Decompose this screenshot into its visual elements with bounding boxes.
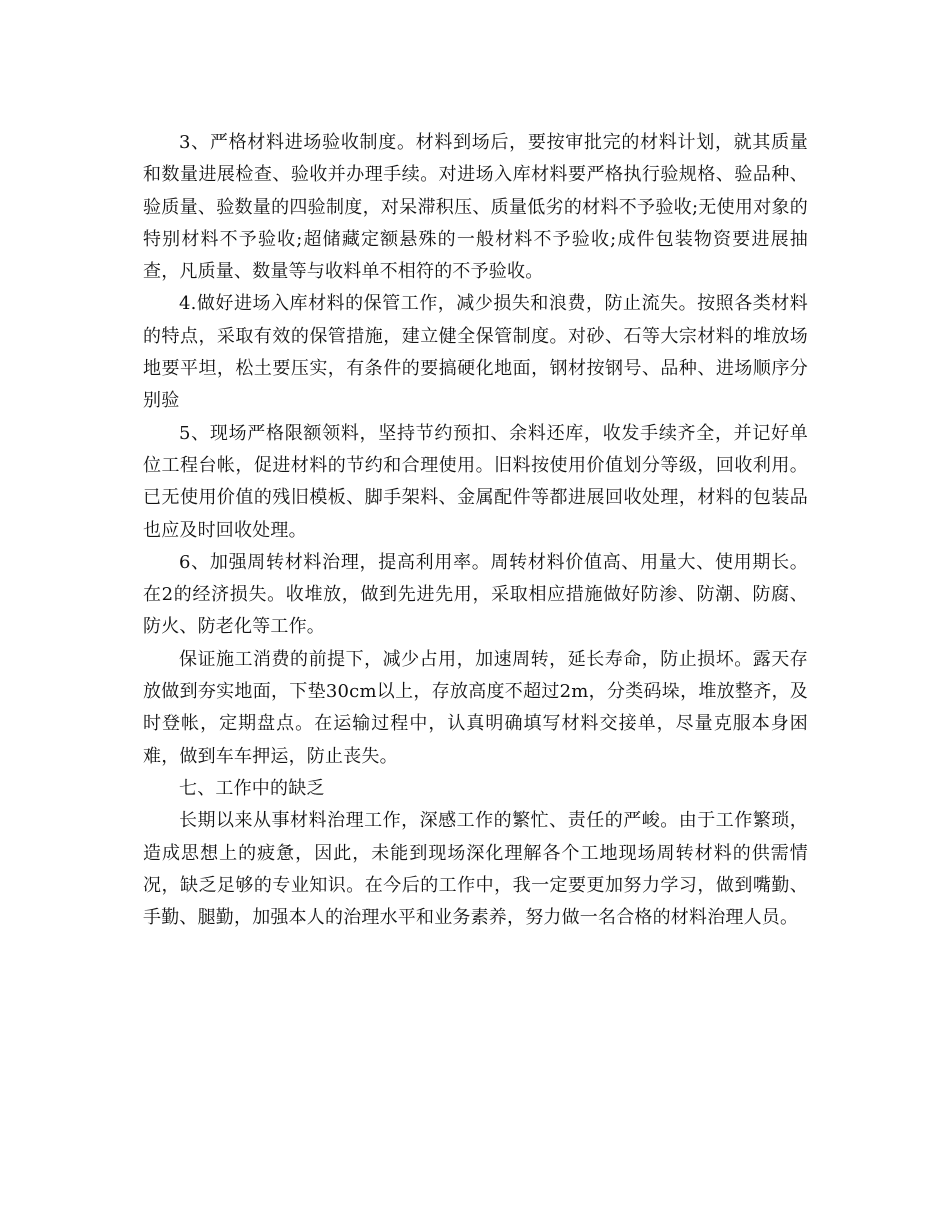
document-body: [143, 127, 808, 934]
paragraph-shortcomings: 长期以来从事材料治理工作，深感工作的繁忙、责任的严峻。由于工作繁琐，造成思想上的疲惫，因此，未能到现场深化理解各个工地现场周转材料的供需情况，缺乏足够的专业知识。在今后的工作中，我一定要更加努力学习，做到嘴勤、手勤、腿勤，加强本人的治理水平和业务素养，努力做一名合格的材料治理人员。: [143, 810, 808, 929]
paragraph-material-storage: 4.做好进场入库材料的保管工作，减少损失和浪费，防止流失。按照各类材料的特点，采取有效的保管措施，建立健全保管制度。对砂、石等大宗材料的堆放场地要平坦，松土要压实，有条件的要搞硬化地面，钢材按钢号、品种、进场顺序分别验: [143, 293, 808, 412]
paragraph-turnover-materials: 6、加强周转材料治理，提高利用率。周转材料价值高、用量大、使用期长。在2的经济损失。收堆放，做到先进先用，采取相应措施做好防渗、防潮、防腐、防火、防老化等工作。: [143, 551, 808, 638]
paragraph-quota-requisition: 5、现场严格限额领料，坚持节约预扣、余料还库，收发手续齐全，并记好单位工程台帐，促进材料的节约和合理使用。旧料按使用价值划分等级，回收利用。已无使用价值的残旧模板、脚手架料、金属配件等都进展回收处理，材料的包装品也应及时回收处理。: [143, 422, 808, 541]
paragraph-construction-assurance: 保证施工消费的前提下，减少占用，加速周转，延长寿命，防止损坏。露天存放做到夯实地面，下垫30cm以上，存放高度不超过2m，分类码垛，堆放整齐，及时登帐，定期盘点。在运输过程中，认真明确填写材料交接单，尽量克服本身困难，做到车车押运，防止丧失。: [143, 648, 808, 767]
paragraph-material-acceptance: 3、严格材料进场验收制度。材料到场后，要按审批完的材料计划，就其质量和数量进展检查、验收并办理手续。对进场入库材料要严格执行验规格、验品种、验质量、验数量的四验制度，对呆滞积压、质量低劣的材料不予验收;无使用对象的特别材料不予验收;超储藏定额悬殊的一般材料不予验收;成件包装物资要进展抽查，凡质量、数量等与收料单不相符的不予验收。: [143, 132, 808, 283]
section-heading: 七、工作中的缺乏: [179, 777, 325, 799]
